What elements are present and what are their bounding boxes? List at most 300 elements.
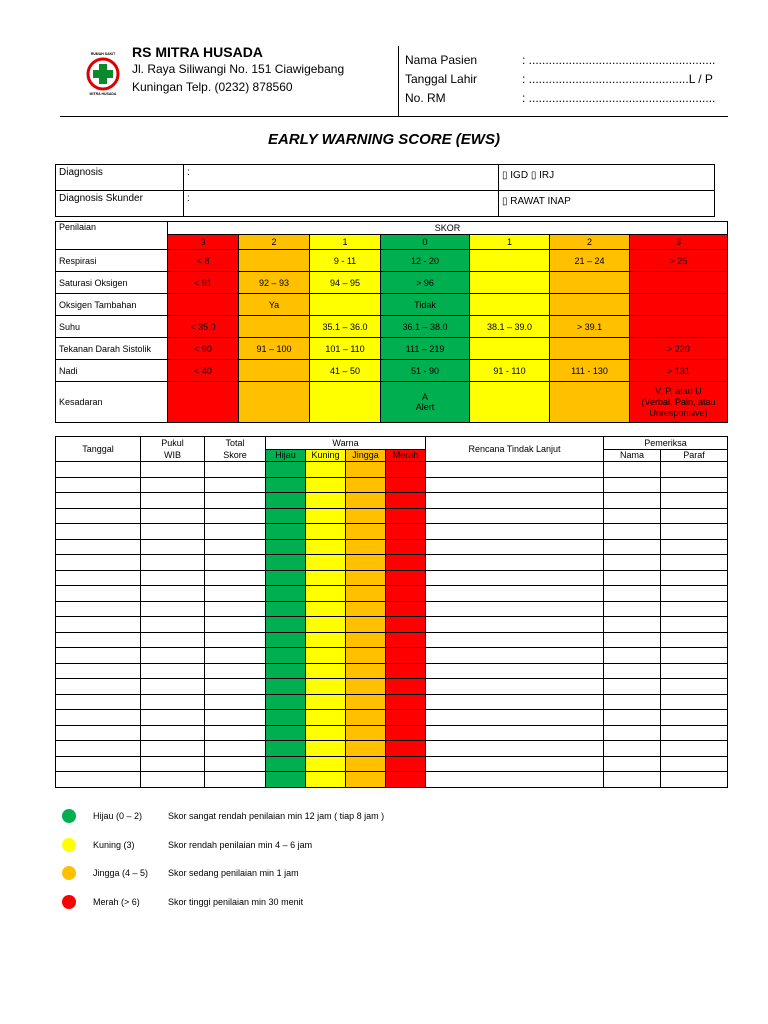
monitoring-cell[interactable] [426,462,604,478]
monitoring-cell[interactable] [346,632,386,648]
monitoring-cell[interactable] [661,648,728,664]
score-cell: 41 – 50 [310,360,381,382]
monitoring-cell[interactable] [604,462,661,478]
monitoring-cell[interactable] [306,601,346,617]
score-cell: Ya [239,294,310,316]
monitoring-cell[interactable] [426,555,604,571]
monitoring-cell[interactable] [266,741,306,757]
score-cell [550,338,630,360]
monitoring-cell[interactable] [266,493,306,509]
monitoring-cell[interactable] [346,524,386,540]
score-cell [470,272,550,294]
monitoring-cell[interactable] [604,725,661,741]
param-label: Oksigen Tambahan [56,294,168,316]
monitoring-cell[interactable] [266,756,306,772]
score-header-1-low: 1 [310,235,381,250]
monitoring-row [56,632,728,648]
monitoring-cell[interactable] [661,508,728,524]
monitoring-cell[interactable] [56,493,141,509]
monitoring-cell[interactable] [346,555,386,571]
monitoring-cell[interactable] [426,586,604,602]
score-cell [550,272,630,294]
monitoring-cell[interactable] [306,539,346,555]
monitoring-cell[interactable] [604,601,661,617]
score-cell: 101 – 110 [310,338,381,360]
monitoring-cell[interactable] [661,555,728,571]
score-cell: < 8 [168,250,239,272]
monitoring-cell[interactable] [604,539,661,555]
monitoring-cell[interactable] [604,663,661,679]
monitoring-cell[interactable] [386,462,426,478]
monitoring-cell[interactable] [426,694,604,710]
monitoring-cell[interactable] [426,663,604,679]
monitoring-row [56,710,728,726]
score-cell: 12 - 20 [381,250,470,272]
monitoring-cell[interactable] [266,663,306,679]
monitoring-cell[interactable] [386,725,426,741]
monitoring-cell[interactable] [604,524,661,540]
monitoring-cell[interactable] [661,570,728,586]
score-cell [550,382,630,423]
monitoring-cell[interactable] [266,477,306,493]
monitoring-cell[interactable] [386,493,426,509]
score-cell: 111 - 130 [550,360,630,382]
score-header-2-low: 2 [239,235,310,250]
monitoring-cell[interactable] [661,756,728,772]
monitoring-cell[interactable] [306,617,346,633]
score-cell [630,294,728,316]
monitoring-cell[interactable] [604,586,661,602]
monitoring-row [56,694,728,710]
monitoring-cell[interactable] [386,741,426,757]
secondary-diagnosis-field[interactable]: : [184,191,499,217]
score-cell [630,316,728,338]
score-cell [470,250,550,272]
monitoring-cell[interactable] [306,570,346,586]
monitoring-cell[interactable] [386,663,426,679]
monitoring-cell[interactable] [386,756,426,772]
score-cell: > 96 [381,272,470,294]
monitoring-cell[interactable] [205,570,266,586]
monitoring-cell[interactable] [346,477,386,493]
score-cell: < 40 [168,360,239,382]
monitoring-cell[interactable] [426,756,604,772]
monitoring-cell[interactable] [604,679,661,695]
monitoring-cell[interactable] [266,694,306,710]
monitoring-cell[interactable] [266,772,306,788]
monitoring-cell[interactable] [386,524,426,540]
monitoring-cell[interactable] [205,462,266,478]
monitoring-cell[interactable] [661,694,728,710]
monitoring-cell[interactable] [56,632,141,648]
score-header-3-low: 3 [168,235,239,250]
monitoring-cell[interactable] [141,524,205,540]
monitoring-cell[interactable] [604,741,661,757]
monitoring-cell[interactable] [386,772,426,788]
score-cell: 36.1 – 38.0 [381,316,470,338]
monitoring-cell[interactable] [266,648,306,664]
monitoring-cell[interactable] [56,710,141,726]
monitoring-cell[interactable] [306,710,346,726]
monitoring-cell[interactable] [661,601,728,617]
monitoring-table [55,436,728,788]
monitoring-row [56,648,728,664]
monitoring-cell[interactable] [346,462,386,478]
diagnosis-table [55,164,715,217]
monitoring-cell[interactable] [141,493,205,509]
score-cell [310,294,381,316]
score-cell [470,382,550,423]
monitoring-cell[interactable] [386,617,426,633]
monitoring-cell[interactable] [306,508,346,524]
monitoring-cell[interactable] [661,725,728,741]
score-cell: 9 - 11 [310,250,381,272]
monitoring-cell[interactable] [205,648,266,664]
legend-text: Skor sangat rendah penilaian min 12 jam ( tiap 8 jam ) [168,811,385,821]
monitoring-cell[interactable] [346,617,386,633]
monitoring-cell[interactable] [661,477,728,493]
diagnosis-field[interactable]: : [184,165,499,191]
monitoring-cell[interactable] [205,741,266,757]
score-cell: 38.1 – 39.0 [470,316,550,338]
monitoring-cell[interactable] [205,725,266,741]
monitoring-cell[interactable] [141,694,205,710]
monitoring-cell[interactable] [346,663,386,679]
monitoring-cell[interactable] [205,632,266,648]
monitoring-cell[interactable] [56,601,141,617]
monitoring-cell[interactable] [386,477,426,493]
legend-text: Skor rendah penilaian min 4 – 6 jam [168,840,313,850]
kuning-header: Kuning [306,449,346,462]
param-label: Tekanan Darah Sistolik [56,338,168,360]
monitoring-cell[interactable] [56,570,141,586]
monitoring-cell[interactable] [346,570,386,586]
jingga-header: Jingga [346,449,386,462]
skor-header: SKOR [168,222,728,235]
monitoring-cell[interactable] [346,586,386,602]
monitoring-cell[interactable] [141,741,205,757]
tanggal-header: Tanggal [56,437,141,462]
monitoring-cell[interactable] [661,617,728,633]
monitoring-cell[interactable] [141,617,205,633]
monitoring-cell[interactable] [604,508,661,524]
header-rule [60,116,728,117]
param-label: Kesadaran [56,382,168,423]
monitoring-cell[interactable] [141,570,205,586]
monitoring-cell[interactable] [56,648,141,664]
monitoring-cell[interactable] [346,601,386,617]
monitoring-cell[interactable] [205,555,266,571]
monitoring-cell[interactable] [56,756,141,772]
monitoring-cell[interactable] [426,539,604,555]
monitoring-cell[interactable] [604,632,661,648]
monitoring-cell[interactable] [141,632,205,648]
monitoring-cell[interactable] [141,710,205,726]
page-title: EARLY WARNING SCORE (EWS) [268,131,500,148]
monitoring-cell[interactable] [141,586,205,602]
monitoring-cell[interactable] [306,586,346,602]
score-cell [239,382,310,423]
monitoring-cell[interactable] [661,462,728,478]
monitoring-cell[interactable] [266,539,306,555]
monitoring-cell[interactable] [141,756,205,772]
score-cell [550,294,630,316]
monitoring-cell[interactable] [306,772,346,788]
monitoring-row [56,508,728,524]
score-cell [239,250,310,272]
monitoring-row [56,555,728,571]
monitoring-cell[interactable] [306,555,346,571]
monitoring-cell[interactable] [141,772,205,788]
monitoring-row [56,663,728,679]
monitoring-row [56,679,728,695]
monitoring-cell[interactable] [56,725,141,741]
monitoring-cell[interactable] [346,710,386,726]
monitoring-cell[interactable] [266,524,306,540]
hospital-logo [80,50,126,96]
monitoring-cell[interactable] [661,663,728,679]
monitoring-cell[interactable] [205,679,266,695]
monitoring-cell[interactable] [426,632,604,648]
monitoring-cell[interactable] [386,632,426,648]
monitoring-cell[interactable] [205,539,266,555]
score-cell [310,382,381,423]
monitoring-cell[interactable] [426,725,604,741]
monitoring-cell[interactable] [346,679,386,695]
monitoring-cell[interactable] [205,710,266,726]
monitoring-cell[interactable] [426,710,604,726]
monitoring-cell[interactable] [56,663,141,679]
monitoring-cell[interactable] [205,694,266,710]
score-cell: 94 – 95 [310,272,381,294]
secondary-diagnosis-label: Diagnosis Skunder [56,191,184,217]
monitoring-cell[interactable] [141,508,205,524]
score-cell: 51 - 90 [381,360,470,382]
diagnosis-type-options[interactable]: ▯ IGD ▯ IRJ [499,165,715,191]
monitoring-cell[interactable] [205,663,266,679]
score-cell: < 90 [168,338,239,360]
monitoring-cell[interactable] [266,508,306,524]
monitoring-row [56,772,728,788]
monitoring-cell[interactable] [346,756,386,772]
monitoring-cell[interactable] [386,679,426,695]
monitoring-cell[interactable] [604,710,661,726]
monitoring-cell[interactable] [604,555,661,571]
monitoring-cell[interactable] [205,493,266,509]
monitoring-cell[interactable] [386,586,426,602]
monitoring-cell[interactable] [56,462,141,478]
monitoring-cell[interactable] [266,710,306,726]
monitoring-cell[interactable] [306,632,346,648]
monitoring-cell[interactable] [661,493,728,509]
medical-record-label: No. RM [405,91,446,105]
birthdate-field[interactable]: : ................................................L / P [522,72,713,86]
monitoring-cell[interactable] [141,679,205,695]
monitoring-cell[interactable] [205,586,266,602]
monitoring-cell[interactable] [56,772,141,788]
monitoring-cell[interactable] [56,741,141,757]
monitoring-cell[interactable] [56,555,141,571]
monitoring-cell[interactable] [141,725,205,741]
monitoring-cell[interactable] [661,524,728,540]
monitoring-cell[interactable] [426,493,604,509]
monitoring-cell[interactable] [141,648,205,664]
monitoring-cell[interactable] [661,772,728,788]
monitoring-cell[interactable] [346,493,386,509]
score-cell: 91 – 100 [239,338,310,360]
monitoring-cell[interactable] [661,586,728,602]
score-cell [630,272,728,294]
monitoring-cell[interactable] [205,617,266,633]
monitoring-cell[interactable] [266,555,306,571]
monitoring-cell[interactable] [426,477,604,493]
monitoring-cell[interactable] [56,477,141,493]
monitoring-cell[interactable] [386,555,426,571]
monitoring-cell[interactable] [266,617,306,633]
score-cell: > 220 [630,338,728,360]
monitoring-cell[interactable] [306,679,346,695]
monitoring-cell[interactable] [56,679,141,695]
param-label: Saturasi Oksigen [56,272,168,294]
monitoring-cell[interactable] [306,694,346,710]
monitoring-cell[interactable] [141,663,205,679]
monitoring-cell[interactable] [346,725,386,741]
monitoring-cell[interactable] [604,772,661,788]
monitoring-cell[interactable] [346,648,386,664]
monitoring-cell[interactable] [205,772,266,788]
monitoring-cell[interactable] [141,462,205,478]
monitoring-cell[interactable] [426,524,604,540]
legend-label: Merah (> 6) [93,897,140,907]
legend-label: Jingga (4 – 5) [93,868,149,878]
monitoring-cell[interactable] [266,601,306,617]
monitoring-cell[interactable] [426,617,604,633]
monitoring-cell[interactable] [604,694,661,710]
monitoring-cell[interactable] [266,462,306,478]
score-cell: 111 – 219 [381,338,470,360]
monitoring-cell[interactable] [205,756,266,772]
monitoring-cell[interactable] [306,725,346,741]
monitoring-cell[interactable] [306,462,346,478]
monitoring-cell[interactable] [661,741,728,757]
monitoring-cell[interactable] [205,524,266,540]
monitoring-cell[interactable] [306,524,346,540]
monitoring-cell[interactable] [306,741,346,757]
score-cell [470,338,550,360]
medical-record-field[interactable]: : ........................................................ [522,91,716,105]
legend-label: Kuning (3) [93,840,135,850]
ews-score-table [55,221,728,423]
monitoring-cell[interactable] [205,601,266,617]
score-cell [470,294,550,316]
monitoring-cell[interactable] [306,493,346,509]
monitoring-cell[interactable] [56,539,141,555]
monitoring-cell[interactable] [141,555,205,571]
monitoring-cell[interactable] [56,524,141,540]
monitoring-cell[interactable] [426,679,604,695]
monitoring-cell[interactable] [266,570,306,586]
monitoring-row [56,477,728,493]
monitoring-cell[interactable] [604,617,661,633]
monitoring-cell[interactable] [56,508,141,524]
hospital-address-line1: Jl. Raya Siliwangi No. 151 Ciawigebang [132,62,345,76]
monitoring-cell[interactable] [604,493,661,509]
inpatient-option[interactable]: ▯ RAWAT INAP [499,191,715,217]
legend-label: Hijau (0 – 2) [93,811,143,821]
monitoring-cell[interactable] [661,710,728,726]
monitoring-cell[interactable] [56,694,141,710]
monitoring-cell[interactable] [386,539,426,555]
monitoring-cell[interactable] [306,648,346,664]
monitoring-cell[interactable] [266,632,306,648]
monitoring-cell[interactable] [266,586,306,602]
monitoring-cell[interactable] [426,772,604,788]
hijau-header: Hijau [266,449,306,462]
monitoring-cell[interactable] [56,617,141,633]
monitoring-row [56,725,728,741]
monitoring-cell[interactable] [604,756,661,772]
monitoring-cell[interactable] [661,679,728,695]
svg-text:RUMAH SAKIT: RUMAH SAKIT [90,52,116,56]
monitoring-cell[interactable] [604,648,661,664]
monitoring-cell[interactable] [56,586,141,602]
monitoring-cell[interactable] [426,508,604,524]
monitoring-cell[interactable] [386,710,426,726]
monitoring-cell[interactable] [426,570,604,586]
score-cell [239,316,310,338]
monitoring-cell[interactable] [386,570,426,586]
monitoring-cell[interactable] [386,648,426,664]
monitoring-cell[interactable] [604,477,661,493]
svg-text:MITRA HUSADA: MITRA HUSADA [89,92,117,96]
monitoring-cell[interactable] [266,725,306,741]
monitoring-cell[interactable] [141,539,205,555]
monitoring-cell[interactable] [346,741,386,757]
birthdate-label: Tanggal Lahir [405,72,478,86]
monitoring-cell[interactable] [346,694,386,710]
monitoring-cell[interactable] [346,508,386,524]
monitoring-cell[interactable] [205,477,266,493]
pemeriksa-header: Pemeriksa [604,437,728,450]
monitoring-cell[interactable] [141,601,205,617]
patient-name-field[interactable]: : ........................................................ [522,53,716,67]
monitoring-cell[interactable] [141,477,205,493]
monitoring-cell[interactable] [426,648,604,664]
monitoring-cell[interactable] [205,508,266,524]
legend-dot [62,809,76,823]
score-cell: 92 – 93 [239,272,310,294]
monitoring-cell[interactable] [426,741,604,757]
pukul-header: Pukul WIB [141,437,205,462]
param-label: Suhu [56,316,168,338]
monitoring-cell[interactable] [386,694,426,710]
monitoring-cell[interactable] [661,539,728,555]
monitoring-cell[interactable] [386,601,426,617]
legend-dot [62,866,76,880]
monitoring-cell[interactable] [306,477,346,493]
monitoring-cell[interactable] [661,632,728,648]
monitoring-cell[interactable] [306,663,346,679]
score-cell [168,294,239,316]
monitoring-cell[interactable] [346,539,386,555]
monitoring-cell[interactable] [604,570,661,586]
score-cell: > 131 [630,360,728,382]
monitoring-cell[interactable] [386,508,426,524]
monitoring-cell[interactable] [426,601,604,617]
monitoring-cell[interactable] [306,756,346,772]
monitoring-cell[interactable] [266,679,306,695]
monitoring-cell[interactable] [346,772,386,788]
